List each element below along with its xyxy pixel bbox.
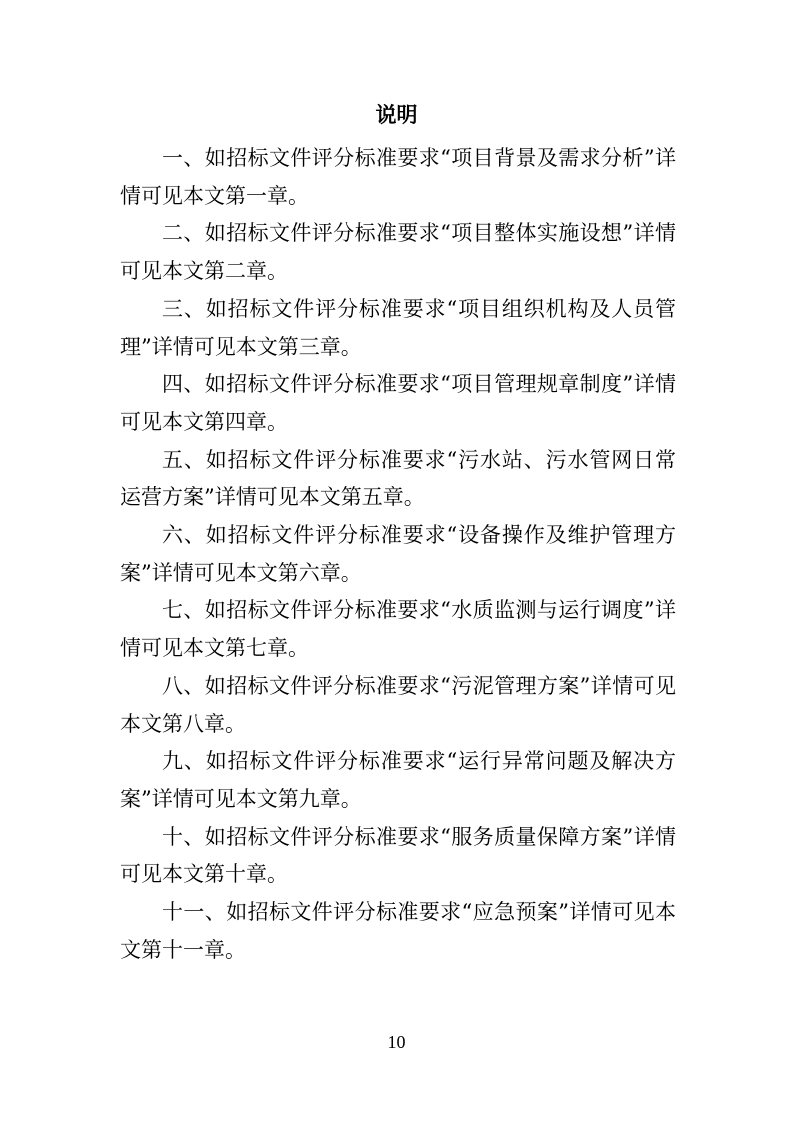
paragraph-4: 四、如招标文件评分标准要求“项目管理规章制度”详情可见本文第四章。 (120, 372, 676, 434)
paragraph-11: 十一、如招标文件评分标准要求“应急预案”详情可见本文第十一章。 (120, 900, 676, 962)
paragraph-2: 二、如招标文件评分标准要求“项目整体实施设想”详情可见本文第二章。 (120, 221, 676, 284)
paragraph-8: 八、如招标文件评分标准要求“污泥管理方案”详情可见本文第八章。 (120, 673, 676, 736)
paragraph-3: 三、如招标文件评分标准要求“项目组织机构及人员管理”详情可见本文第三章。 (120, 296, 676, 359)
document-body (120, 140, 676, 969)
paragraph-7: 七、如招标文件评分标准要求“水质监测与运行调度”详情可见本文第七章。 (120, 598, 676, 661)
page-number: 10 (387, 1032, 406, 1052)
paragraph-10: 十、如招标文件评分标准要求“服务质量保障方案”详情可见本文第十章。 (120, 824, 676, 887)
page-title: 说明 (375, 103, 418, 127)
paragraph-1: 一、如招标文件评分标准要求“项目背景及需求分析”详情可见本文第一章。 (120, 146, 676, 208)
paragraph-9: 九、如招标文件评分标准要求“运行异常问题及解决方案”详情可见本文第九章。 (120, 749, 676, 811)
paragraph-5: 五、如招标文件评分标准要求“污水站、污水管网日常运营方案”详情可见本文第五章。 (120, 447, 676, 510)
paragraph-6: 六、如招标文件评分标准要求“设备操作及维护管理方案”详情可见本文第六章。 (120, 523, 676, 585)
